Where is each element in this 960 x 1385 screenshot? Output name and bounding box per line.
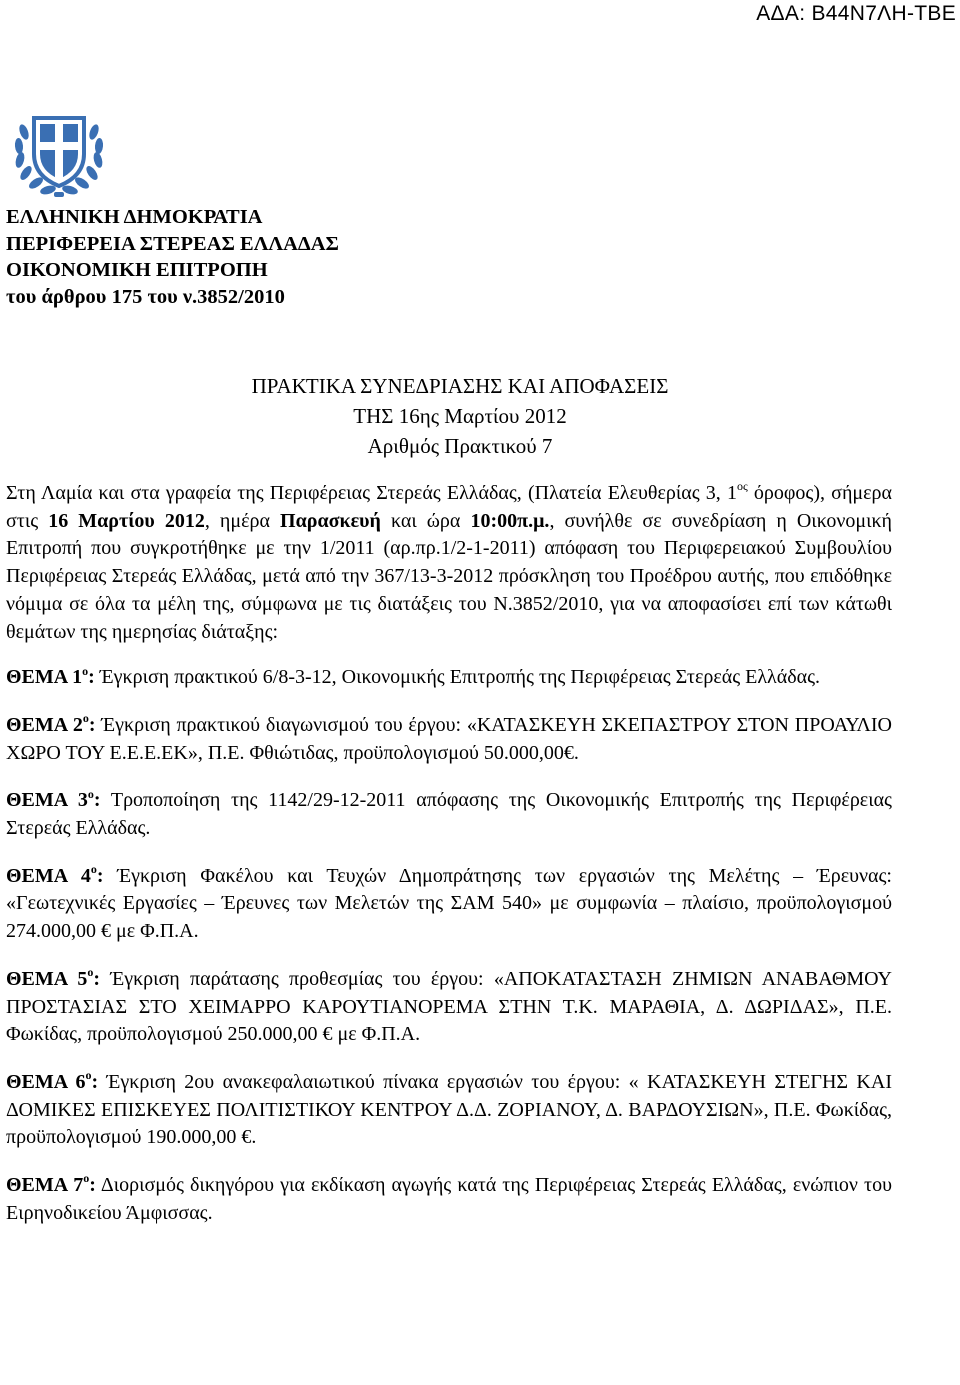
topic-text: Έγκριση παράτασης προθεσμίας του έργου: «ΑΠΟΚΑΤΑΣΤΑΣΗ ΖΗΜΙΩΝ ΑΝΑΒΑΘΜΟΥ ΠΡΟΣΤΑΣΙΑΣ ΣΤΟ ΧΕΙΜΑΡΡΟ ΚΑΡΟΥΤΙΑΝΟΡΕΜΑ ΣΤΗΝ Τ.Κ. ΜΑΡΑΘΙΑ, Δ. ΔΩΡΙΔΑΣ», Π.Ε. Φωκίδας, προϋπολογισμού 250.000,00 € με Φ.Π.Α. <box>6 967 892 1046</box>
topic-label: ΘΕΜΑ $6^o$: <box>6 1068 99 1093</box>
topic-text: Έγκριση 2ου ανακεφαλαιωτικού πίνακα εργασιών του έργου: « ΚΑΤΑΣΚΕΥΗ ΣΤΕΓΗΣ ΚΑΙ ΔΟΜΙΚΕΣ ΕΠΙΣΚΕΥΕΣ ΠΟΛΙΤΙΣΤΙΚΟΥ ΚΕΝΤΡΟΥ Δ.Δ. ΖΟΡΙΑΝΟΥ, Δ. ΒΑΡΔΟΥΣΙΩΝ», Π.Ε. Φωκίδας, προϋπολογισμού 190.000,00 €. <box>6 1070 892 1149</box>
header-law-reference: του άρθρου 175 του ν.3852/2010 <box>6 285 285 308</box>
title-minutes-number: Αριθμός Πρακτικού 7 <box>367 434 553 458</box>
topic-text: Έγκριση πρακτικού διαγωνισμού του έργου: «ΚΑΤΑΣΚΕΥΗ ΣΚΕΠΑΣΤΡΟΥ ΣΤΟΝ ΠΡΟΑΥΛΙΟ ΧΩΡΟ ΤΟΥ Ε.Ε.Ε.ΕΚ», Π.Ε. Φθιώτιδας, προϋπολογισμού 50.000,00€. <box>6 713 892 764</box>
title-date: ΤΗΣ 16ης Μαρτίου 2012 <box>353 404 567 428</box>
issuer-header <box>6 204 339 310</box>
topic-label: ΘΕΜΑ $4^o$: <box>6 862 104 887</box>
ada-code: ΑΔΑ: Β44Ν7ΛΗ-ΤΒΕ <box>756 2 956 25</box>
topic-label: ΘΕΜΑ $5^o$: <box>6 965 101 990</box>
agenda-topic <box>6 1069 892 1152</box>
intro-paragraph: Στη Λαμία και στα γραφεία της Περιφέρειας Στερεάς Ελλάδας, (Πλατεία Ελευθερίας 3, $1^{o\varsigma}$ όροφος), σήμερα στις 16 Μαρτίου 2012, ημέρα Παρασκευή και ώρα 10:00π.μ., συνήλθε σε συνεδρίαση η Οικονομική Επιτροπή που συγκροτήθηκε με την 1/2011 (αρ.πρ.1/2-1-2011) απόφαση του Περιφερειακού Συμβουλίου Περιφέρειας Στερεάς Ελλάδας, μετά από την 367/13-3-2012 πρόσκληση του Προέδρου αυτής, που επιδόθηκε νόμιμα σε όλα τα μέλη της, σύμφωνα με τις διατάξεις του Ν.3852/2010, για να αποφασίσει επί των κάτωθι θεμάτων της ημερησίας διάταξης: <box>6 479 893 643</box>
agenda-topic <box>6 1172 892 1227</box>
meeting-time: 10:00π.μ. <box>470 509 550 532</box>
topic-text: Έγκριση πρακτικού 6/8-3-12, Οικονομικής Επιτροπής της Περιφέρειας Στερεάς Ελλάδας. <box>94 666 821 689</box>
topic-text: Έγκριση Φακέλου και Τευχών Δημοπράτησης των εργασιών της Μελέτης – Έρευνας: «Γεωτεχνικές Εργασίες – Έρευνες των Μελετών της ΣΑΜ 540» με συμφωνία – πλαίσιο, προϋπολογισμού 274.000,00 € με Φ.Π.Α. <box>6 864 892 943</box>
topic-label: ΘΕΜΑ $3^o$: <box>6 786 101 812</box>
topic-label: ΘΕΜΑ $2^o$: <box>6 711 96 736</box>
header-country: ΕΛΛΗΝΙΚΗ ΔΗΜΟΚΡΑΤΙΑ <box>6 206 263 228</box>
agenda-topic <box>6 966 892 1049</box>
agenda-topic <box>6 787 892 842</box>
agenda-topic <box>6 712 892 767</box>
header-region: ΠΕΡΙΦΕΡΕΙΑ ΣΤΕΡΕΑΣ ΕΛΛΑΔΑΣ <box>6 232 339 255</box>
title-main: ΠΡΑΚΤΙΚΑ ΣΥΝΕΔΡΙΑΣΗΣ ΚΑΙ ΑΠΟΦΑΣΕΙΣ <box>251 374 669 398</box>
topic-label: ΘΕΜΑ $7^o$: <box>6 1171 96 1197</box>
header-committee: ΟΙΚΟΝΟΜΙΚΗ ΕΠΙΤΡΟΠΗ <box>6 259 268 281</box>
topic-text: Τροποποίηση της 1142/29-12-2011 απόφασης της Οικονομικής Επιτροπής της Περιφέρειας Στερεάς Ελλάδας. <box>6 789 892 840</box>
meeting-day: Παρασκευή <box>280 509 381 532</box>
agenda-topic <box>6 863 892 946</box>
document-title <box>0 371 920 461</box>
agenda-topic <box>6 664 892 692</box>
topic-text: Διορισμός δικηγόρου για εκδίκαση αγωγής κατά της Περιφέρειας Στερεάς Ελλάδας, ενώπιον του Ειρηνοδικείου Άμφισσας. <box>6 1174 892 1224</box>
greek-coat-of-arms-emblem <box>10 102 108 202</box>
meeting-date: 16 Μαρτίου 2012 <box>48 509 205 532</box>
topic-label: ΘΕΜΑ $1^o$: <box>6 663 95 689</box>
document-body <box>6 480 892 1247</box>
